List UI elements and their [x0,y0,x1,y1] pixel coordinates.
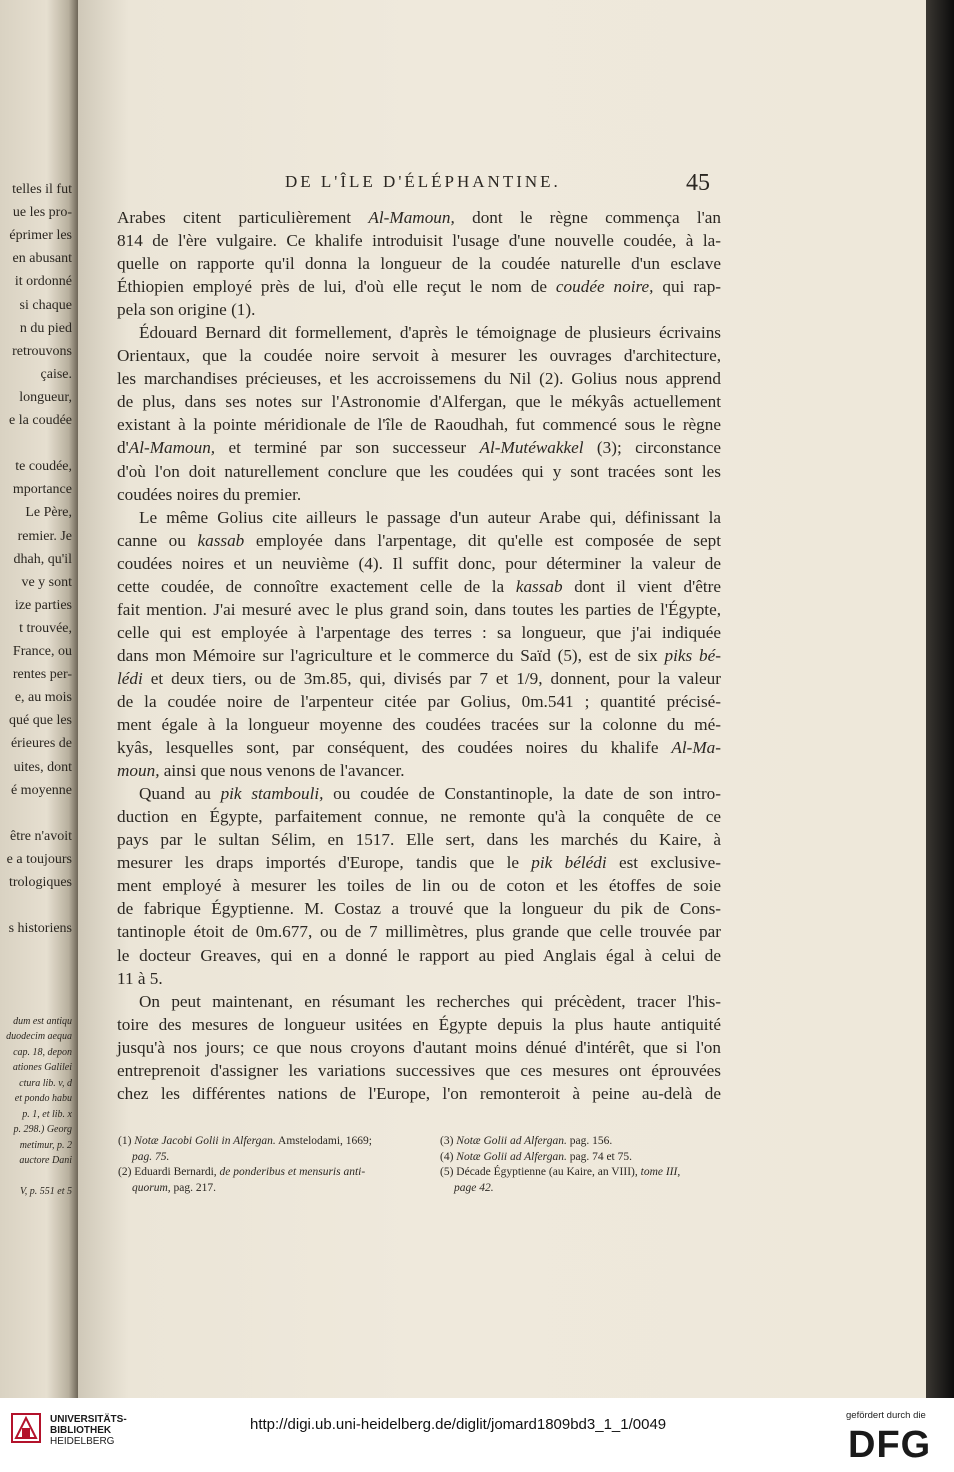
text-run: mesurer les draps importés d'Europe, tandis que le [117,853,532,873]
facing-page-fragment: cap. 18, depon [13,1046,72,1058]
footnote-line [118,1134,418,1150]
text-run: 814 de l'ère vulgaire. Ce khalife introduisit l'usage d'une nouvelle coudée, à la- [117,231,721,251]
facing-page-fragment: érieures de [10,736,72,752]
text-line [117,367,721,390]
facing-page-fragment: duodecim aequa [6,1031,72,1042]
facing-page-edge [0,0,78,1398]
italic-run: kassab [515,576,563,596]
text-line [117,1059,721,1082]
text-run: employée dans l'arpentage, dit qu'elle est composée de sept [244,530,721,550]
facing-page-fragment: et pondo habu [14,1093,72,1104]
facing-page-fragment: uites, dont [13,759,72,775]
italic-run: page 42. [454,1181,494,1194]
facing-page-fragment: mportance [12,482,72,498]
facing-page-fragment: ize parties [14,597,72,613]
text-run: ainsi que nous venons de l'avancer. [159,761,405,781]
text-run: pag. 156. [566,1135,613,1147]
facing-page-fragment: t trouvée, [19,620,72,636]
text-run: Arabes citent particulièrement [117,208,369,227]
text-line [117,690,721,713]
library-line-2: BIBLIOTHEK [50,1425,112,1436]
running-title: DE L'ÎLE D'ÉLÉPHANTINE. [285,172,561,191]
university-library-logo-icon [10,1412,42,1444]
text-run: est exclusive- [606,853,721,873]
text-run: qui rap- [653,277,722,297]
text-run: tantinople étoit de 0m.677, ou de 7 millimètres, plus grande que celle trouvée par [117,922,721,942]
facing-page-fragment: te coudée, [15,459,72,475]
facing-page-fragment: ue les pro- [12,205,72,221]
facing-page-fragment: p. 298.) Georg [13,1124,72,1135]
text-run: pela son origine (1). [117,300,256,320]
facing-page-fragment: France, ou [12,644,72,659]
text-run: d' [117,438,129,458]
footnote-line [440,1134,725,1150]
text-run: (1) [118,1135,135,1147]
text-line [117,552,721,575]
text-run: Le même Golius cite ailleurs le passage d'un auteur Arabe qui, définissant la [139,507,721,527]
text-line [117,344,721,367]
page-shadow [926,0,954,1398]
text-run: jusqu'à nos jours; ce que nous croyons d'autant moins dénué d'intérêt, que si l'on [117,1037,721,1057]
footnote-line [118,1181,418,1197]
text-run: entreprenoit d'assigner les variations successives que ces mesures ont éprouvées [117,1060,721,1080]
italic-run: Notæ Jacobi Golii in Alfergan. [134,1135,276,1147]
text-run: les marchandises précieuses, et les accroissemens du Nil (2). Golius nous apprend [117,369,721,389]
facing-page-fragment: e a toujours [6,851,72,867]
text-run: Orientaux, que la coudée noire servoit à mesurer les ouvrages d'architecture, [117,346,721,366]
text-run: cette coudée, de connoître exactement celle de la [117,576,516,596]
facing-page-fragment: dum est antiqu [13,1015,72,1027]
facing-page-fragment: rentes per- [12,667,72,683]
facing-page-fragment: metimur, p. 2 [19,1139,72,1151]
text-run: toire des mesures de longueur usitées en Égypte depuis la plus haute antiquité [117,1014,721,1034]
italic-run: kassab [197,530,245,550]
text-run: kyâs, lesquelles sont, par conséquent, des coudées noires du khalife [117,738,672,758]
text-line [117,944,721,967]
text-run: de la coudée noire de l'arpenteur citée par Golius, 0m.541 ; quantité précisé- [117,691,721,711]
text-line [117,390,721,413]
text-line [117,920,721,943]
text-line [117,805,721,828]
text-line [117,736,721,759]
text-run: Édouard Bernard dit formellement, d'après le témoignage de plusieurs écrivains [139,323,721,343]
text-line [117,321,721,344]
text-run: et deux tiers, ou de 3m.85, qui, divisés par 7 et 1/9, donnent, pour la valeur [142,668,721,688]
text-line [117,252,721,275]
text-run: coudées noires et un neuvième (4). Il suffit donc, pour déterminer la valeur de [117,553,721,573]
italic-run: moun, [117,761,160,781]
text-run: dont il vient d'être [562,576,722,596]
facing-page-fragment: n du pied [19,320,72,336]
text-line [117,644,721,667]
text-line [117,598,721,621]
text-line [117,575,721,598]
italic-run: lédi [117,668,143,688]
text-run: (4) [440,1150,457,1163]
text-line [117,529,721,552]
text-line [117,1013,721,1036]
facing-page-fragment: si chaque [19,297,72,313]
text-run: dont le règne commença l'an [454,208,721,227]
italic-run: Al-Mamoun, [368,208,455,227]
text-line [117,782,721,805]
text-line [117,897,721,920]
facing-page-fragment: ve y sont [21,574,72,590]
text-run: dans mon Mémoire sur l'agriculture et le commerce du Saïd (5), est de six [117,645,665,665]
italic-run: pik bélédi [531,853,607,873]
text-run: pays par le sultan Sélim, en 1517. Elle sert, dans les marchés du Kaire, à [117,830,721,850]
facing-page-fragment: auctore Dani [19,1155,72,1166]
facing-page-fragment: éprimer les [9,228,72,244]
text-run: On peut maintenant, en résumant les recherches qui précèdent, tracer l'his- [139,991,721,1011]
facing-page-fragment: telles il fut [12,182,72,197]
text-run: d'où l'on doit naturellement conclure que les coudées qui y sont tracées sont les [117,461,721,481]
italic-run: quorum, [132,1181,171,1194]
facing-page-fragment: remier. Je [17,528,72,544]
text-run: ment égale à la longueur moyenne des coudées tracées sur la colonne du mé- [117,715,721,735]
text-run: quelle on rapporte qu'il donna la longueur de la coudée naturelle d'un esclave [117,254,721,274]
italic-run: coudée noire, [555,277,654,297]
facing-page-fragment: trologiques [9,875,72,890]
text-run: existant à la pointe méridionale de l'île de Raoudhah, fut commencé sous le règne [117,415,721,435]
text-line [117,436,721,459]
funded-by-label: gefördert durch die [846,1410,926,1421]
facing-page-fragment: être n'avoit [10,828,72,844]
facing-page-fragment: it ordonné [14,274,72,290]
facing-page-fragment: é moyenne [10,782,72,798]
text-line [117,1036,721,1059]
page-number: 45 [686,170,710,196]
italic-run: piks bé- [664,645,721,665]
text-line [117,967,721,990]
text-run: 11 à 5. [117,968,163,988]
text-run: (3) [440,1135,457,1147]
text-run: celle qui est employée à l'arpentage des terres : sa longueur, que j'ai indiquée [117,622,721,642]
text-run: (5) Décade Égyptienne (au Kaire, an VIII), [440,1166,641,1178]
text-run: Éthiopien employé près de lui, d'où elle reçut le nom de [117,277,556,297]
text-line [117,206,721,229]
text-line [117,506,721,529]
viewer-footer [0,1398,954,1472]
facing-page-fragment: çaise. [40,366,72,382]
footnotes-right [440,1134,725,1196]
footnote-line [440,1165,725,1181]
text-run: fait mention. J'ai mesuré avec le plus grand soin, dans toutes les parties de l'Égypte, [117,599,721,619]
permalink-url[interactable]: http://digi.ub.uni-heidelberg.de/diglit/jomard1809bd3_1_1/0049 [250,1416,667,1433]
footnotes-left [118,1134,418,1196]
text-line [117,298,721,321]
library-line-1: UNIVERSITÄTS- [50,1414,127,1425]
text-line [117,621,721,644]
text-line [117,275,721,298]
facing-page-fragment: longueur, [19,389,72,405]
text-line [117,874,721,897]
facing-page-fragment: s historiens [8,921,72,937]
facing-page-fragment: e la coudée [9,413,72,428]
italic-run: pik stambouli, [220,784,324,804]
text-line [117,990,721,1013]
footnote-line [118,1165,418,1181]
facing-page-fragment: Le Père, [25,505,72,521]
text-line [117,413,721,436]
text-run: (3); circonstance [583,438,721,458]
italic-run: Al-Ma- [671,738,721,758]
text-line [117,667,721,690]
text-run: Quand au [139,784,221,804]
facing-page-fragment: ctura lib. v, d [19,1077,72,1089]
facing-page-fragment: ationes Galilei [12,1062,72,1073]
text-line [117,483,721,506]
text-run: canne ou [117,530,198,550]
text-run: pag. 217. [170,1181,217,1194]
text-run: coudées noires du premier. [117,484,302,504]
text-run: (2) Eduardi Bernardi, [118,1166,220,1178]
footnote-line [440,1181,725,1197]
italic-run: Notæ Golii ad Alfergan. [456,1135,567,1147]
text-line [117,759,721,782]
text-run: duction en Égypte, parfaitement connue, ne remonte qu'à la conquête de ce [117,807,721,827]
italic-run: Notæ Golii ad Alfergan. [456,1150,567,1163]
text-run: de fabrique Égyptienne. M. Costaz a trouvé que la longueur du pik de Cons- [117,899,721,919]
italic-run: pag. 75. [132,1150,170,1163]
body-text [117,206,721,1105]
facing-page-fragment: retrouvons [12,343,72,359]
text-run: de plus, dans ses notes sur l'Astronomie d'Alfergan, que le mékyâs actuellement [117,392,721,412]
italic-run: Al-Mutéwakkel [479,438,584,458]
library-name [50,1414,127,1447]
footnote-line [118,1150,418,1166]
text-run: et terminé par son successeur [215,438,480,458]
facing-page-fragment: p. 1, et lib. x [22,1108,72,1120]
text-run: le docteur Greaves, qui en a donné le rapport au pied Anglais égal à celui de [117,945,721,965]
facing-page-fragment: e, au mois [14,690,72,706]
footnote-line [440,1150,725,1166]
italic-run: Al-Mamoun, [128,438,216,458]
italic-run: de ponderibus et mensuris anti- [219,1166,366,1178]
italic-run: tome III, [640,1166,681,1178]
text-run: Amstelodami, 1669; [275,1135,372,1147]
library-line-3: HEIDELBERG [50,1436,115,1447]
text-line [117,828,721,851]
text-run: chez les différentes nations de l'Europe, l'on remonteroit à peine au-delà de [117,1083,721,1103]
text-line [117,460,721,483]
facing-page-fragment: qué que les [9,713,72,729]
facing-page-fragment: dhah, qu'il [13,551,72,567]
text-run: ment employé à mesurer les toiles de lin ou de coton et les étoffes de soie [117,876,721,896]
facing-page-fragment: en abusant [12,251,72,267]
dfg-logo: DFG [848,1424,932,1466]
text-run: pag. 74 et 75. [566,1150,632,1163]
text-line [117,229,721,252]
text-line [117,1082,721,1105]
text-line [117,851,721,874]
text-run: ou coudée de Constantinople, la date de son intro- [323,784,721,804]
facing-page-fragment: V, p. 551 et 5 [19,1186,72,1197]
text-line [117,713,721,736]
